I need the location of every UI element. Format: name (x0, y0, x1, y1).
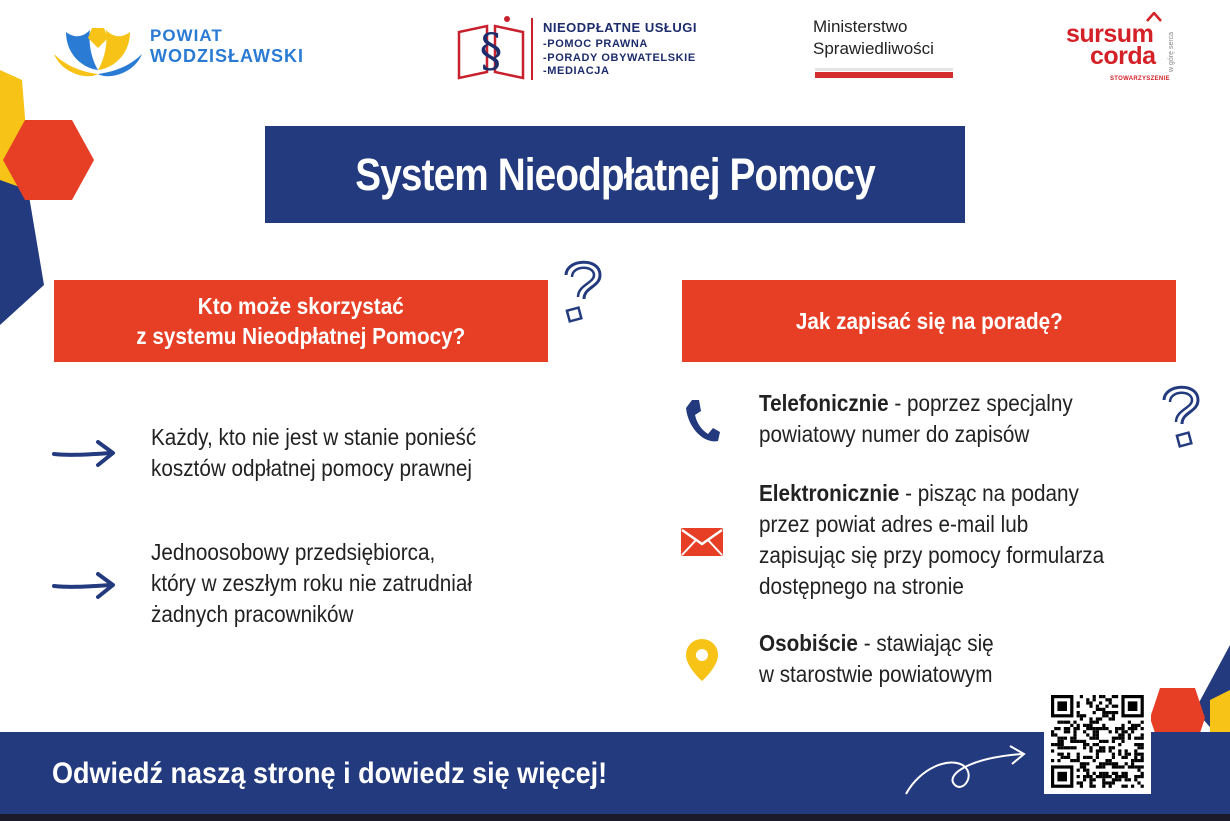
powiat-wodzislawski-logo (52, 20, 342, 82)
envelope-icon (681, 528, 723, 556)
list-item (151, 537, 472, 630)
left-header-line1: Kto może skorzystać (198, 293, 404, 319)
right-section-header (682, 280, 1176, 362)
arrow-right-icon (52, 438, 116, 468)
method-desc: przez powiat adres e-mail lub (759, 511, 1029, 537)
nieodplatne-title: NIEODPŁATNE USŁUGI (543, 20, 697, 35)
right-header-text: Jak zapisać się na poradę? (795, 307, 1063, 334)
list-item-line: żadnych pracowników (151, 601, 354, 627)
left-header-line2: z systemu Nieodpłatnej Pomocy? (136, 323, 466, 349)
method-title: Telefonicznie (759, 390, 889, 416)
powiat-line2: WODZISŁAWSKI (150, 46, 304, 66)
corda-word: corda (1090, 42, 1156, 70)
contact-method-email (759, 478, 1104, 602)
ministerstwo-line2: Sprawiedliwości (813, 39, 934, 58)
method-desc: - stawiając się (857, 630, 994, 656)
list-item (151, 422, 476, 484)
footer-edge (0, 814, 1230, 821)
ministerstwo-line1: Ministerstwo (813, 17, 908, 36)
question-mark-icon (556, 255, 610, 325)
list-item-line: kosztów odpłatnej pomocy prawnej (151, 455, 473, 481)
list-item-line: Jednoosobowy przedsiębiorca, (151, 539, 436, 565)
method-desc: zapisując się przy pomocy formularza (759, 542, 1105, 568)
method-title: Osobiście (759, 630, 858, 656)
nieodplatne-line: -PORADY OBYWATELSKIE (543, 51, 696, 64)
method-desc: - pisząc na podany (899, 480, 1079, 506)
powiat-emblem-icon (52, 24, 144, 80)
method-desc: powiatowy numer do zapisów (759, 421, 1030, 447)
method-desc: - poprzez specjalny (888, 390, 1073, 416)
arrow-right-icon (52, 570, 116, 600)
stowarzyszenie-label: STOWARZYSZENIE (1110, 76, 1170, 82)
ministerstwo-sprawiedliwosci-logo (813, 16, 963, 80)
qr-code[interactable] (1044, 688, 1151, 794)
paragraph-book-icon (455, 14, 527, 84)
method-title: Elektronicznie (759, 480, 900, 506)
question-mark-icon (1154, 380, 1208, 452)
left-section-header (54, 280, 548, 362)
list-item-line: który w zeszłym roku nie zatrudniał (151, 570, 472, 596)
powiat-line1: POWIAT (150, 26, 223, 45)
location-pin-icon (685, 638, 719, 682)
page-title: System Nieodpłatnej Pomocy (355, 148, 875, 200)
sursum-corda-logo (1064, 12, 1184, 87)
sursum-word: sursum (1066, 20, 1154, 48)
phone-icon (684, 398, 720, 444)
title-banner (265, 126, 965, 223)
flag-stripe (815, 72, 953, 78)
method-desc: dostępnego na stronie (759, 573, 964, 599)
method-desc: w starostwie powiatowym (759, 661, 993, 687)
svg-text:§: § (479, 23, 503, 77)
contact-method-phone (759, 388, 1073, 450)
nieodplatne-line: -MEDIACJA (543, 65, 610, 77)
nieodplatne-uslugi-logo (455, 14, 715, 84)
nieodplatne-line: -POMOC PRAWNA (543, 38, 648, 50)
contact-method-in-person (759, 628, 994, 690)
w-gore-serca-label: w górę serca (1168, 31, 1175, 72)
footer-text: Odwiedź naszą stronę i dowiedz się więcej! (52, 757, 608, 790)
list-item-line: Każdy, kto nie jest w stanie ponieść (151, 424, 477, 450)
swirl-arrow-icon (900, 738, 1030, 798)
